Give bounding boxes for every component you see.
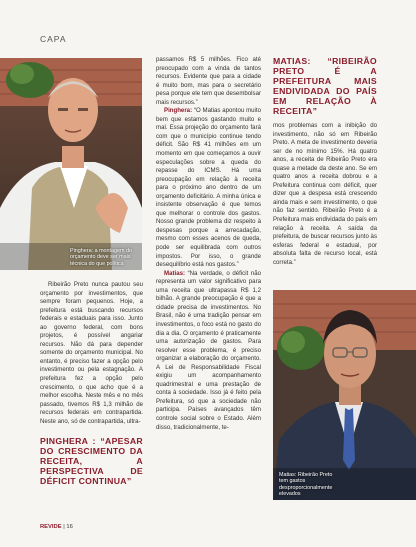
column-2	[156, 56, 261, 432]
portrait-illustration-matias	[273, 290, 416, 500]
magazine-name: REVIDE	[40, 524, 62, 530]
photo-caption: Matias: Ribeirão Preto tem gastos desproporcionalmente elevados	[279, 472, 333, 498]
photo-caption: Pinghera: a montagem do orçamento deve ser mais técnica do que política	[70, 248, 133, 267]
photo-matias	[273, 290, 416, 500]
speaker-name: Pinghera:	[164, 107, 193, 115]
column-3	[273, 56, 377, 267]
section-label: CAPA	[40, 34, 67, 44]
photo-pinghera	[0, 58, 142, 270]
speaker-name: Matias:	[164, 269, 185, 277]
body-paragraph: “Na verdade, o déficit não representa um valor significativo para uma receita que ultrapassa R$ 1,2 bilhão. A grande preocupação é que a cidade precisa de investimentos. No Brasil, não é uma tradição pensar em investimentos, o foco está no gasto do dia a dia. O orçamento é praticamente uma autorização de gastos. Para resolver esse problema, é preciso organizar a elaboração do orçamento. A Lei de Responsabilidade Fiscal exigiu um acompanhamento quadrimestral e uma prestação de conta à sociedade. Isso já é feito pela Prefeitura, só que a sociedade não participa. Países avançados têm controle social sobre o Estado. Além disso, tradicionalmente, te-	[156, 269, 262, 431]
pull-quote-matias: MATIAS: “RIBEIRÃO PRETO É A PREFEITURA MAIS ENDIVIDADA DO PAÍS EM RELAÇÃO À RECEITA”	[273, 56, 377, 116]
body-paragraph: “O Matias apontou muito bem que estamos gastando muito e mal. Essa projeção do orçamento fará com que o município continue tendo déficit. São R$ 41 milhões em um momento em que começamos a ouvir especulações sobre a queda do repasse do ICMS. Há uma preocupação em relação à receita para o próximo ano dentro de um orçamento deficitário. A minha única e insistente observação é que temos que melhorar o controle dos gastos. Nosso grande problema diz respeito à despesas porque a arrecadação, mesmo com esses acenos de queda, pode ser equilibrada com outros impostos. Por isso, o grande desequilíbrio está nos gastos.”	[156, 107, 261, 269]
pull-quote-pinghera: PINGHERA : “APESAR DO CRESCIMENTO DA RECEITA, A PERSPECTIVA DE DÉFICIT CONTINUA”	[40, 436, 143, 487]
body-paragraph: Ribeirão Preto nunca pautou seu orçamento por investimentos, que sempre foram pequenos. Hoje, a prefeitura está buscando recursos federais e estaduais para isso. Junto ao governo federal, com bons projetos, é possível angariar recursos. Não dá para depender somente do orçamento municipal. No entanto, é preciso fazer a opção pelo investimento ou pela estagnação. A prefeitura fez a opção pelo crescimento, o que acho que é a melhor escolha. Neste mês e no mês passado, tivemos R$ 1,3 milhão de recursos federais em contrapartida. Neste ano, só de contrapartida, ultra-	[40, 281, 143, 425]
body-paragraph: mos problemas com a inibição do investimento, não só em Ribeirão Preto. A meta de investimento deveria ser de no mínimo 15%. Há quatro anos, a receita de Ribeirão Preto era quase a metade da deste ano. Se em quatro anos a receita dobrou e a Prefeitura continua com déficit, quer dizer que a despesa está crescendo ainda mais e sem investimento, o que não faz sentido. Ribeirão Preto é a Prefeitura mais endividada do país em relação à receita. A saída da prefeitura, de buscar recursos junto às esferas federal e estadual, por absoluta falta de recurso local, está correta.”	[273, 122, 377, 266]
body-paragraph: passamos R$ 5 milhões. Fico até preocupado com a vinda de tantos recursos. Evidente que para a cidade é muito bom, mas para o secretário pesa porque ele tem que desembolsar mais recursos.”	[156, 56, 261, 106]
page-footer	[40, 524, 73, 530]
column-1	[40, 281, 143, 486]
portrait-illustration-pinghera	[0, 58, 142, 270]
footer-separator: |	[63, 524, 65, 530]
page-number: 16	[66, 524, 73, 530]
